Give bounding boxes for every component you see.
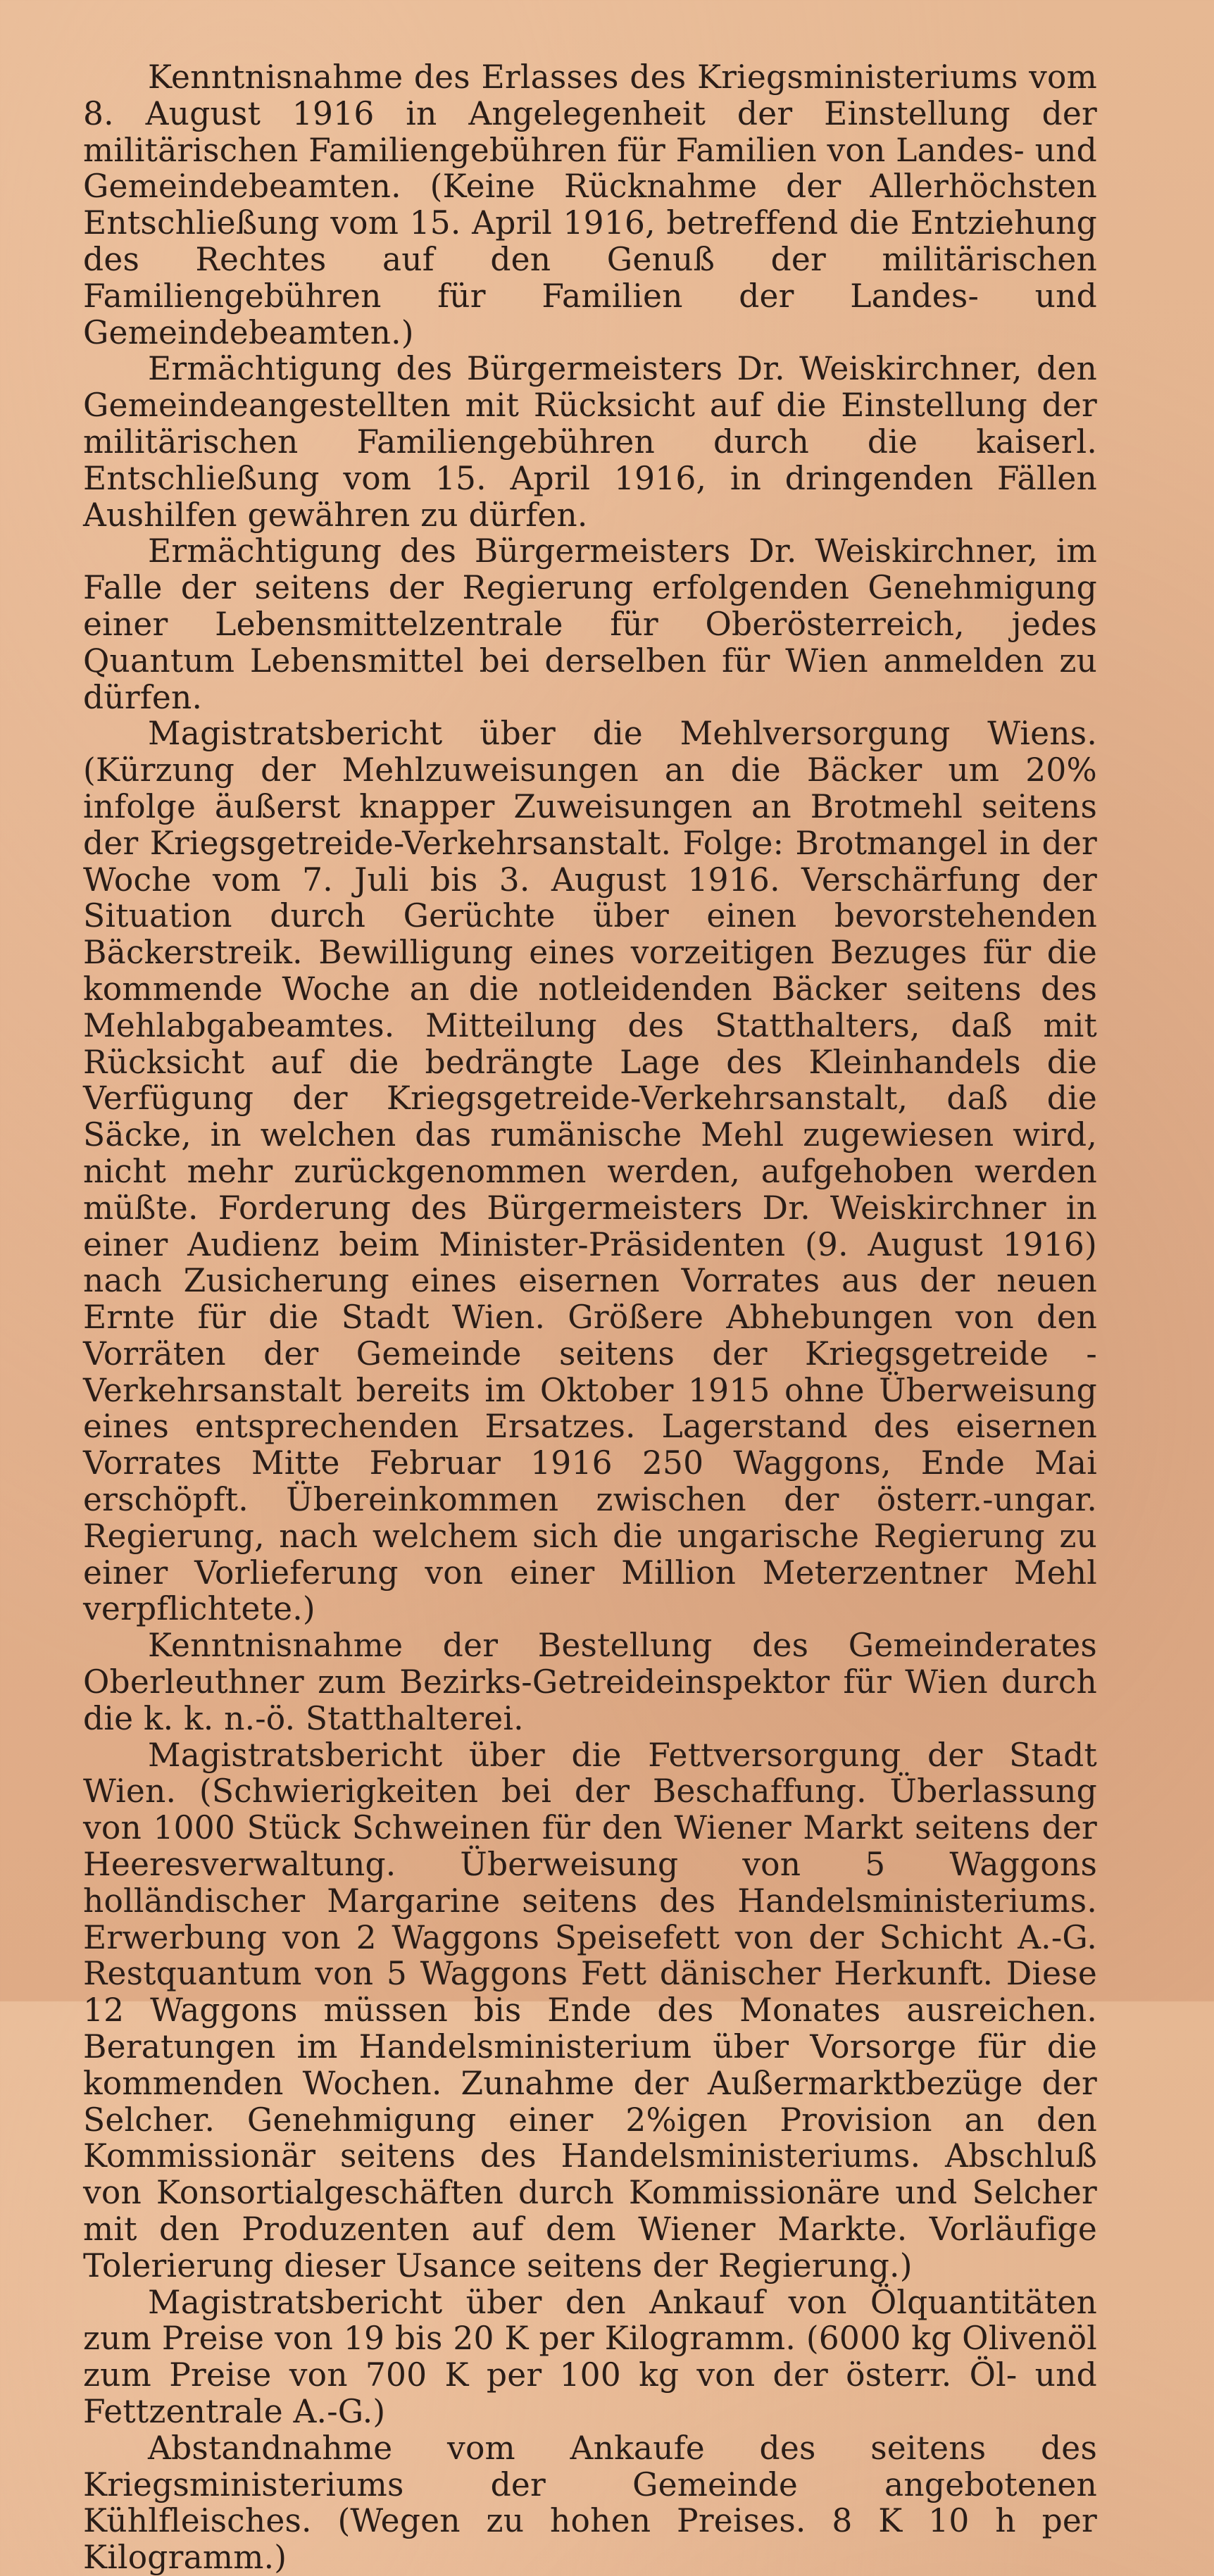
paragraph-kuehlfleisch: Abstandnahme vom Ankaufe des seitens des Kriegsministeriums der Gemeinde angebotenen Kühlfleisches. (Wegen zu hohen Preises. 8 K 10 h per Kilogramm.)	[83, 2429, 1097, 2576]
paragraph-lebensmittelzentrale: Ermächtigung des Bürgermeisters Dr. Weiskirchner, im Falle der seitens der Regierung erfolgenden Genehmigung einer Lebensmittelzentrale für Oberösterreich, jedes Quantum Lebensmittel bei derselben für Wien anmelden zu dürfen.	[83, 532, 1097, 716]
document-page	[83, 58, 1097, 2576]
paragraph-oelankauf: Magistratsbericht über den Ankauf von Ölquantitäten zum Preise von 19 bis 20 K per Kilogramm. (6000 kg Olivenöl zum Preise von 700 K per 100 kg von der österr. Öl- und Fettzentrale A.-G.)	[83, 2283, 1097, 2430]
paragraph-aushilfen-ermaechtigung: Ermächtigung des Bürgermeisters Dr. Weiskirchner, den Gemeindeangestellten mit Rücksicht auf die Einstellung der militärischen Familiengebühren durch die kaiserl. Entschließung vom 15. April 1916, in dringenden Fällen Aushilfen gewähren zu dürfen.	[83, 350, 1097, 534]
paragraph-familiengebuehren-erlass: Kenntnisnahme des Erlasses des Kriegsministeriums vom 8. August 1916 in Angelegenheit der Einstellung der militärischen Familiengebühren für Familien von Landes- und Gemeindebeamten. (Keine Rücknahme der Allerhöchsten Entschließung vom 15. April 1916, betreffend die Entziehung des Rechtes auf den Genuß der militärischen Familiengebühren für Familien der Landes- und Gemeindebeamten.)	[83, 58, 1097, 351]
paragraph-fettversorgung: Magistratsbericht über die Fettversorgung der Stadt Wien. (Schwierigkeiten bei der Beschaffung. Überlassung von 1000 Stück Schweinen für den Wiener Markt seitens der Heeresverwaltung. Überweisung von 5 Waggons holländischer Margarine seitens des Handelsministeriums. Erwerbung von 2 Waggons Speisefett von der Schicht A.-G. Restquantum von 5 Waggons Fett dänischer Herkunft. Diese 12 Waggons müssen bis Ende des Monates ausreichen. Beratungen im Handelsministerium über Vorsorge für die kommenden Wochen. Zunahme der Außermarktbezüge der Selcher. Genehmigung einer 2%igen Provision an den Kommissionär seitens des Handelsministeriums. Abschluß von Konsortialgeschäften durch Kommissionäre und Selcher mit den Produzenten auf dem Wiener Markte. Vorläufige Tolerierung dieser Usance seitens der Regierung.)	[83, 1736, 1097, 2284]
paragraph-getreideinspektor: Kenntnisnahme der Bestellung des Gemeinderates Oberleuthner zum Bezirks-Getreideinspektor für Wien durch die k. k. n.-ö. Statthalterei.	[83, 1627, 1097, 1737]
paragraph-mehlversorgung: Magistratsbericht über die Mehlversorgung Wiens. (Kürzung der Mehlzuweisungen an die Bäcker um 20% infolge äußerst knapper Zuweisungen an Brotmehl seitens der Kriegsgetreide-Verkehrsanstalt. Folge: Brotmangel in der Woche vom 7. Juli bis 3. August 1916. Verschärfung der Situation durch Gerüchte über einen bevorstehenden Bäckerstreik. Bewilligung eines vorzeitigen Bezuges für die kommende Woche an die notleidenden Bäcker seitens des Mehlabgabeamtes. Mitteilung des Statthalters, daß mit Rücksicht auf die bedrängte Lage des Kleinhandels die Verfügung der Kriegsgetreide-Verkehrsanstalt, daß die Säcke, in welchen das rumänische Mehl zugewiesen wird, nicht mehr zurückgenommen werden, aufgehoben werden müßte. Forderung des Bürgermeisters Dr. Weiskirchner in einer Audienz beim Minister-Präsidenten (9. August 1916) nach Zusicherung eines eisernen Vorrates aus der neuen Ernte für die Stadt Wien. Größere Abhebungen von den Vorräten der Gemeinde seitens der Kriegsgetreide - Verkehrsanstalt bereits im Oktober 1915 ohne Überweisung eines entsprechenden Ersatzes. Lagerstand des eisernen Vorrates Mitte Februar 1916 250 Waggons, Ende Mai erschöpft. Übereinkommen zwischen der österr.-ungar. Regierung, nach welchem sich die ungarische Regierung zu einer Vorlieferung von einer Million Meterzentner Mehl verpflichtete.)	[83, 715, 1097, 1628]
